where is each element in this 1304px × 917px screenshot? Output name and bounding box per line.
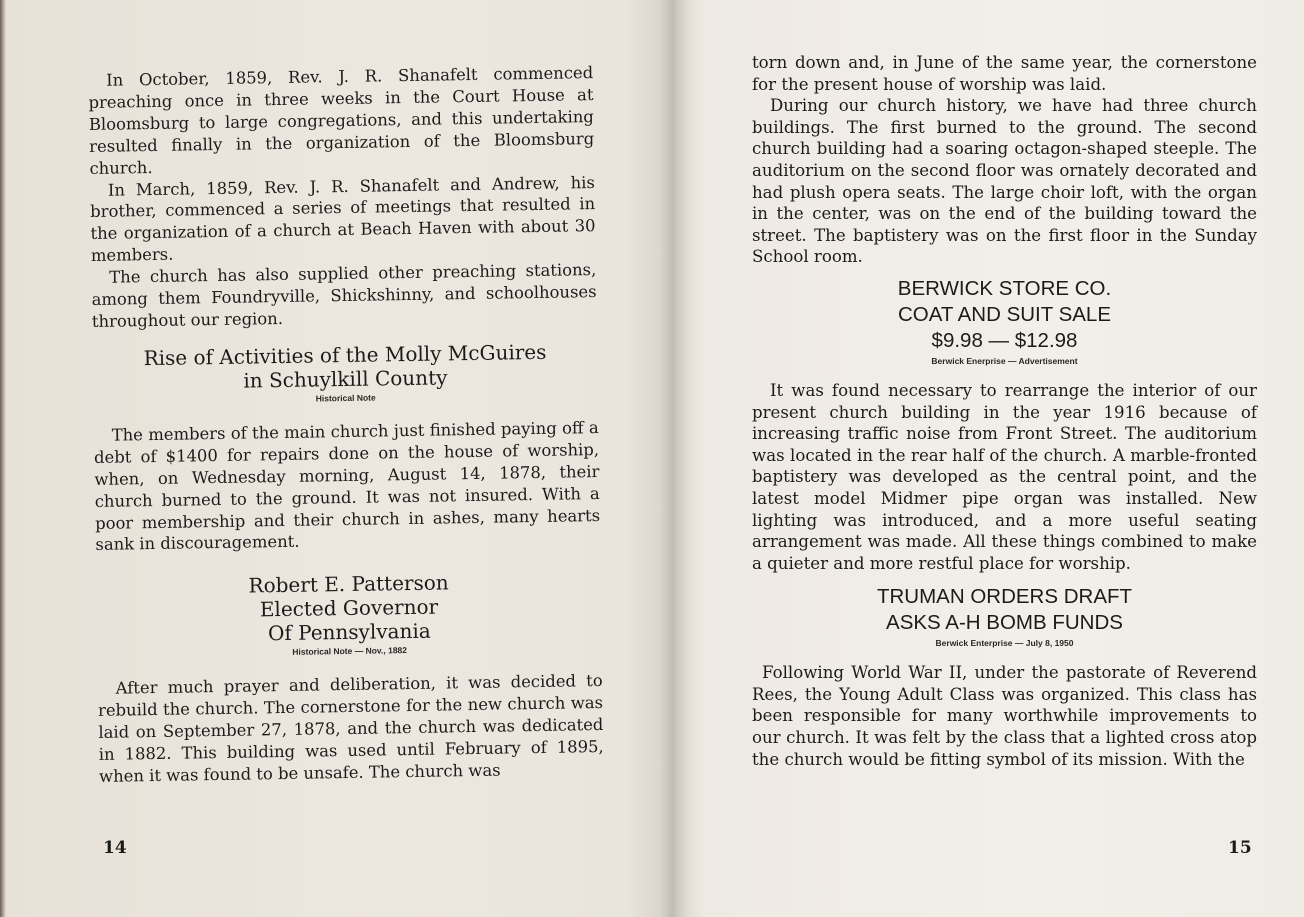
left-page	[88, 62, 604, 788]
heading-molly-mcguires	[92, 339, 598, 395]
book-edge-shadow	[0, 0, 6, 917]
heading-line: $9.98 — $12.98	[931, 328, 1078, 352]
heading-line: TRUMAN ORDERS DRAFT	[876, 585, 1133, 609]
paragraph-torn-down: torn down and, in June of the same year, the cornerstone for the present house of worship was laid.	[752, 53, 1257, 94]
paragraph-three-buildings: During our church history, we have had three church buildings. The first burned to the ground. The second church building had a soaring octagon-shaped steeple. The auditorium on the second floor was ornately decorated and had plush opera seats. The large choir loft, with the organ in the center, was on the end of the building toward the street. The baptistery was on the first floor in the Sunday School room.	[752, 96, 1257, 267]
paragraph-young-adult: Following World War II, under the pastorate of Reverend Rees, the Young Adult Class was organized. This class has been responsible for many worthwhile improvements to our church. It was felt by the class that a lighted cross atop the church would be fitting symbol of its mission. With the	[752, 663, 1257, 769]
paragraph-bloomsburg: In October, 1859, Rev. J. R. Shanafelt commenced preaching once in three weeks in the Court House at Bloomsburg to large congregations, and this undertaking resulted finally in the organization of the Bloomsburg church.	[88, 63, 595, 178]
right-page	[752, 52, 1257, 770]
page-number-right: 15	[1228, 838, 1252, 858]
enterprise-note: Berwick Enterprise — July 8, 1950	[935, 638, 1074, 649]
heading-line: Elected Governor	[259, 594, 439, 622]
historical-note: Historical Note	[315, 392, 376, 404]
heading-truman	[752, 584, 1257, 636]
heading-line: in Schuylkill County	[243, 365, 448, 393]
paragraph-church-burned: The members of the main church just finished paying off a debt of $1400 for repairs done on the house of worship, when, on Wednesday morning, August 14, 1878, their church burned to the ground. It was not insured. With a poor membership and their church in ashes, many hearts sank in discouragement.	[93, 417, 601, 555]
paragraph-rebuild: After much prayer and deliberation, it was decided to rebuild the church. The cornerstone for the new church was laid on September 27, 1878, and the church was dedicated in 1882. This building was used until February of 1895, when it was found to be unsafe. The church was	[97, 671, 604, 786]
heading-line: Rise of Activities of the Molly McGuires	[143, 339, 547, 371]
heading-line: Of Pennsylvania	[267, 619, 431, 646]
page-number-left: 14	[103, 838, 127, 858]
ad-berwick-store	[752, 276, 1257, 354]
historical-note: Historical Note — Nov., 1882	[292, 645, 408, 658]
advertisement-note: Berwick Enerprise — Advertisement	[931, 355, 1078, 366]
paragraph-preaching-stations: The church has also supplied other preaching stations, among them Foundryville, Shickshinny, and schoolhouses throughout our region.	[91, 260, 597, 331]
heading-line: COAT AND SUIT SALE	[897, 302, 1112, 326]
paragraph-rearrange: It was found necessary to rearrange the interior of our present church building in the year 1916 because of increasing traffic noise from Front Street. The auditorium was located in the rear half of the church. A marble-fronted baptistery was developed as the central point, and the latest model Midmer pipe organ was installed. New lighting was introduced, and a more useful seating arrangement was made. All these things combined to make a quieter and more restful place for worship.	[752, 380, 1257, 573]
heading-line: ASKS A-H BOMB FUNDS	[886, 611, 1123, 635]
heading-line: BERWICK STORE CO.	[897, 276, 1112, 300]
heading-line: Robert E. Patterson	[248, 570, 449, 598]
heading-patterson	[96, 568, 602, 648]
paragraph-beach-haven: In March, 1859, Rev. J. R. Shanafelt and Andrew, his brother, commenced a series of meetings that resulted in the organization of a church at Beach Haven with about 30 members.	[90, 172, 596, 266]
book-gutter	[660, 0, 690, 917]
